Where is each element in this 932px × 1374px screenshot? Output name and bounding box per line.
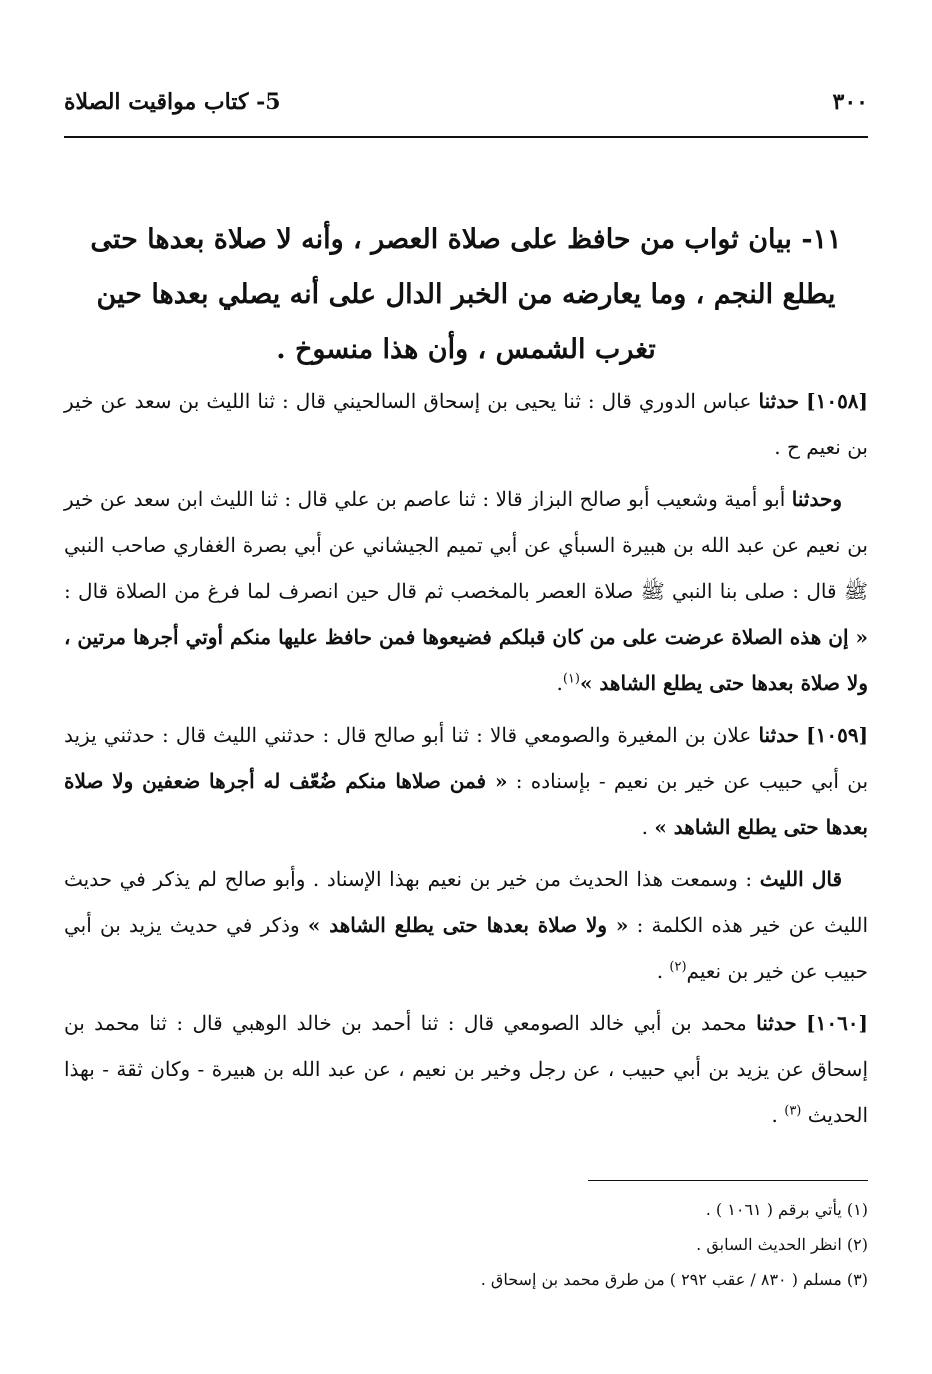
hadith-quote: « ولا صلاة بعدها حتى يطلع الشاهد » [307, 913, 629, 937]
narration-lead: حدثنا [758, 723, 799, 747]
period: . [556, 671, 563, 695]
footnote-1: (١) يأتي برقم ( ١٠٦١ ) . [705, 1200, 868, 1219]
narration-lead: حدثنا [758, 389, 800, 413]
period: . [641, 815, 648, 839]
hadith-number: [١٠٥٩] [806, 723, 869, 747]
narration-text: أبو أمية وشعيب أبو صالح البزاز قالا : ثنا عاصم بن علي قال : ثنا الليث ابن سعد عن خير بن نعيم عن عبد الله بن هبيرة السبأي عن أبي تميم الجيشاني عن أبي بصرة الغفاري صاحب النبي ﷺ قال : صلى بنا النبي ﷺ صلاة العصر بالمخصب ثم قال حين انصرف لما فرغ من الصلاة قال : [64, 487, 868, 603]
hadith-1059 [64, 712, 868, 850]
header-divider [64, 136, 868, 138]
narration-lead: حدثنا [756, 1011, 797, 1035]
footnote-ref: (٢) [669, 959, 687, 975]
period: . [771, 1103, 778, 1127]
chapter-title: ١١- بيان ثواب من حافظ على صلاة العصر ، وأنه لا صلاة بعدها حتى يطلع النجم ، وما يعارضه من الخبر الدال على أنه يصلي بعدها حين تغرب الشمس ، وأن هذا منسوخ . [90, 224, 842, 365]
hadith-quote: « إن هذه الصلاة عرضت على من كان قبلكم فضيعوها فمن حافظ عليها منكم أوتي أجرها مرتين ، ولا صلاة بعدها حتى يطلع الشاهد » [64, 625, 868, 695]
narration-text: علان بن المغيرة والصومعي قالا : ثنا أبو صالح قال : حدثني الليث قال : حدثني يزيد بن أبي حبيب عن خير بن نعيم - بإسناده : [64, 723, 869, 793]
hadith-1060 [64, 1000, 868, 1138]
narration-lead: وحدثنا [791, 487, 842, 511]
footnote-3: (٣) مسلم ( ٨٣٠ / عقب ٢٩٢ ) من طرق محمد بن إسحاق . [480, 1270, 868, 1289]
hadith-number: [١٠٦٠] [806, 1011, 869, 1035]
narration-lead: قال الليث [759, 867, 843, 891]
narration-text: محمد بن أبي خالد الصومعي قال : ثنا أحمد بن خالد الوهبي قال : ثنا محمد بن إسحاق عن يزيد بن أبي حبيب ، عن رجل وخير بن نعيم ، عن عبد الله بن هبيرة - وكان ثقة - بهذا الحديث [64, 1011, 868, 1127]
page-number: ٣٠٠ [832, 89, 868, 115]
hadith-1058 [64, 378, 868, 470]
hadith-quote: « فمن صلاها منكم ضُعّف له أجرها ضعفين ولا صلاة بعدها حتى يطلع الشاهد » [64, 769, 868, 839]
narration-text: : وسمعت هذا الحديث من خير بن نعيم بهذا الإسناد . وأبو صالح لم يذكر في حديث الليث عن خير هذه الكلمة : [64, 867, 869, 937]
period: . [656, 959, 664, 983]
narration-text-2: وذكر في حديث يزيد بن أبي حبيب عن خير بن نعيم [64, 913, 868, 983]
book-title: 5- كتاب مواقيت الصلاة [64, 89, 281, 115]
hadith-number: [١٠٥٨] [806, 389, 869, 413]
narration-text: عباس الدوري قال : ثنا يحيى بن إسحاق السالحيني قال : ثنا الليث بن سعد عن خير بن نعيم ح . [64, 389, 868, 459]
footnote-2: (٢) انظر الحديث السابق . [696, 1235, 868, 1254]
hadith-1058-chain-2 [64, 476, 868, 706]
running-header [64, 78, 868, 126]
footnotes [64, 1192, 868, 1297]
laith-comment [64, 856, 868, 994]
footnote-divider [588, 1180, 868, 1181]
footnote-ref: (٣) [784, 1103, 802, 1119]
footnote-ref: (١) [562, 671, 580, 687]
main-text [64, 378, 868, 1144]
